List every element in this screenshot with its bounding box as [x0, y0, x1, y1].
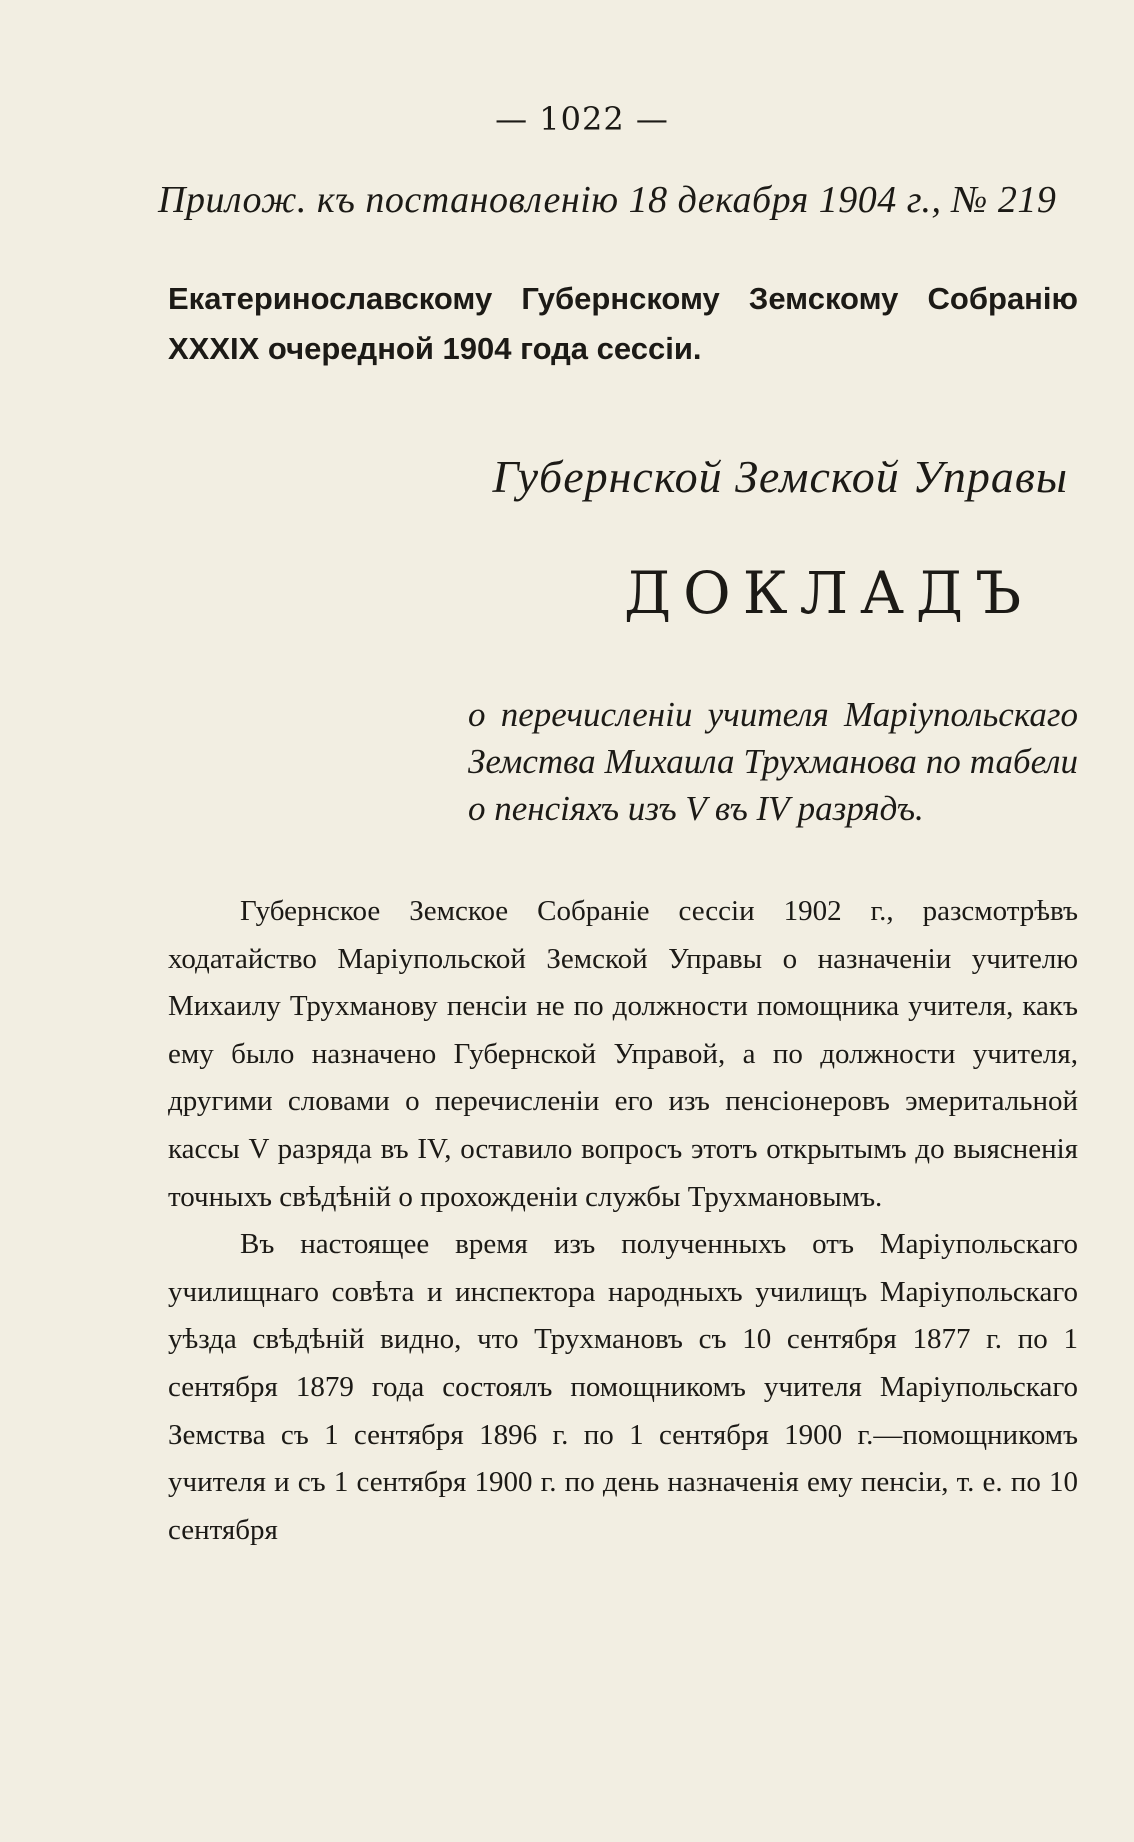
attachment-note: Прилож. къ постановленію 18 декабря 1904 г., № 219 — [158, 179, 1057, 221]
addressee-heading: Екатеринославскому Губернскому Земскому Собранію XXXIX очередной 1904 года сессіи. — [168, 281, 1078, 366]
body-paragraph: Губернское Земское Собраніе сессіи 1902 г., разсмотрѣвъ ходатайство Маріупольской Земской Управы о назначеніи учителю Михаилу Трухманову пенсіи не по должности помощника учителя, какъ ему было назначено Губернской Управой, а по должности учителя, другими словами о перечисленіи его изъ пенсіонеровъ эмеритальной кассы V разряда въ IV, оставило вопросъ этотъ открытымъ до выясненія точныхъ свѣдѣній о прохожденіи службы Трухмановымъ. — [168, 895, 1078, 1213]
report-body — [168, 888, 1078, 1554]
body-paragraph: Въ настоящее время изъ полученныхъ отъ Маріупольскаго училищнаго совѣта и инспектора народныхъ училищъ Маріупольскаго уѣзда свѣдѣній видно, что Трухмановъ съ 10 сентября 1877 г. по 1 сентября 1879 года состоялъ помощникомъ учителя Маріупольскаго Земства съ 1 сентября 1896 г. по 1 сентября 1900 г.—помощникомъ учителя и съ 1 сентября 1900 г. по день назначенія ему пенсіи, т. е. по 10 сентября — [168, 1228, 1078, 1546]
issuer-heading: Губернской Земской Управы — [492, 451, 1068, 502]
document-title: ДОКЛАДЪ — [624, 559, 1034, 627]
page-number: — 1022 — — [495, 100, 669, 138]
report-subject: о перечисленіи учителя Маріупольскаго Земства Михаила Трухманова по табели о пенсіяхъ изъ V въ IV разрядъ. — [468, 695, 1078, 828]
